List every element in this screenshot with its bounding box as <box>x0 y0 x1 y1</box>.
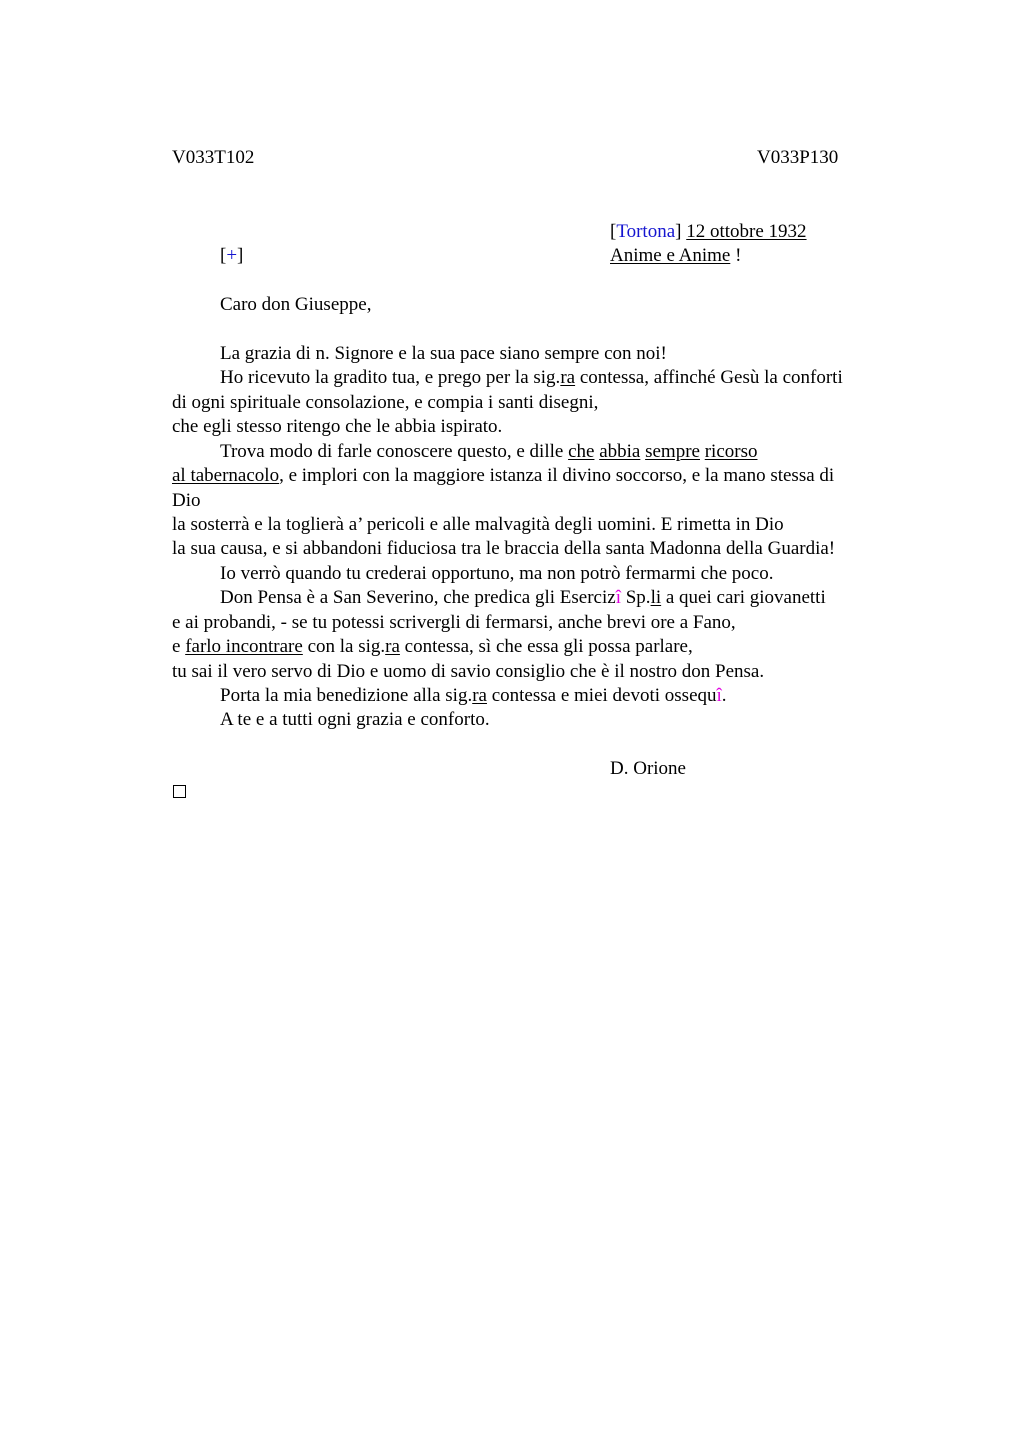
body-line: e ai probandi, - se tu potessi scrivergli di fermarsi, anche brevi ore a Fano, <box>172 612 736 633</box>
body-line: Dio <box>172 490 201 511</box>
body-line: che egli stesso ritengo che le abbia ispirato. <box>172 416 503 437</box>
body-line: la sosterrà e la toglierà a’ pericoli e alle malvagità degli uomini. E rimetta in Dio <box>172 514 784 535</box>
body-line: e farlo incontrare con la sig.ra contessa, sì che essa gli possa parlare, <box>172 636 693 657</box>
cross-mark: [+] <box>220 245 244 266</box>
body-line: Io verrò quando tu crederai opportuno, ma non potrò fermarmi che poco. <box>220 563 774 584</box>
salutation: Caro don Giuseppe, <box>220 294 372 315</box>
body-line: Trova modo di farle conoscere questo, e dille che abbia sempre ricorso <box>220 441 758 462</box>
dateline: [Tortona] 12 ottobre 1932 <box>610 221 807 242</box>
body-line: La grazia di n. Signore e la sua pace siano sempre con noi! <box>220 343 667 364</box>
document-code-left: V033T102 <box>172 147 255 168</box>
body-line: Don Pensa è a San Severino, che predica gli Esercizî Sp.li a quei cari giovanetti <box>220 587 826 608</box>
body-line: Ho ricevuto la gradito tua, e prego per la sig.ra contessa, affinché Gesù la conforti <box>220 367 843 388</box>
body-line: di ogni spirituale consolazione, e compia i santi disegni, <box>172 392 599 413</box>
document-code-right: V033P130 <box>757 147 839 168</box>
body-line: tu sai il vero servo di Dio e uomo di savio consiglio che è il nostro don Pensa. <box>172 661 765 682</box>
body-line: al tabernacolo, e implori con la maggiore istanza il divino soccorso, e la mano stessa di <box>172 465 835 486</box>
letter-date: 12 ottobre 1932 <box>686 221 807 242</box>
motto: Anime e Anime ! <box>610 245 742 266</box>
place-name: Tortona <box>616 221 676 242</box>
signature: D. Orione <box>610 758 686 779</box>
end-box-icon <box>173 785 186 798</box>
body-line: Porta la mia benedizione alla sig.ra contessa e miei devoti ossequî. <box>220 685 727 706</box>
body-line: la sua causa, e si abbandoni fiduciosa tra le braccia della santa Madonna della Guardia! <box>172 538 836 559</box>
body-line: A te e a tutti ogni grazia e conforto. <box>220 709 490 730</box>
